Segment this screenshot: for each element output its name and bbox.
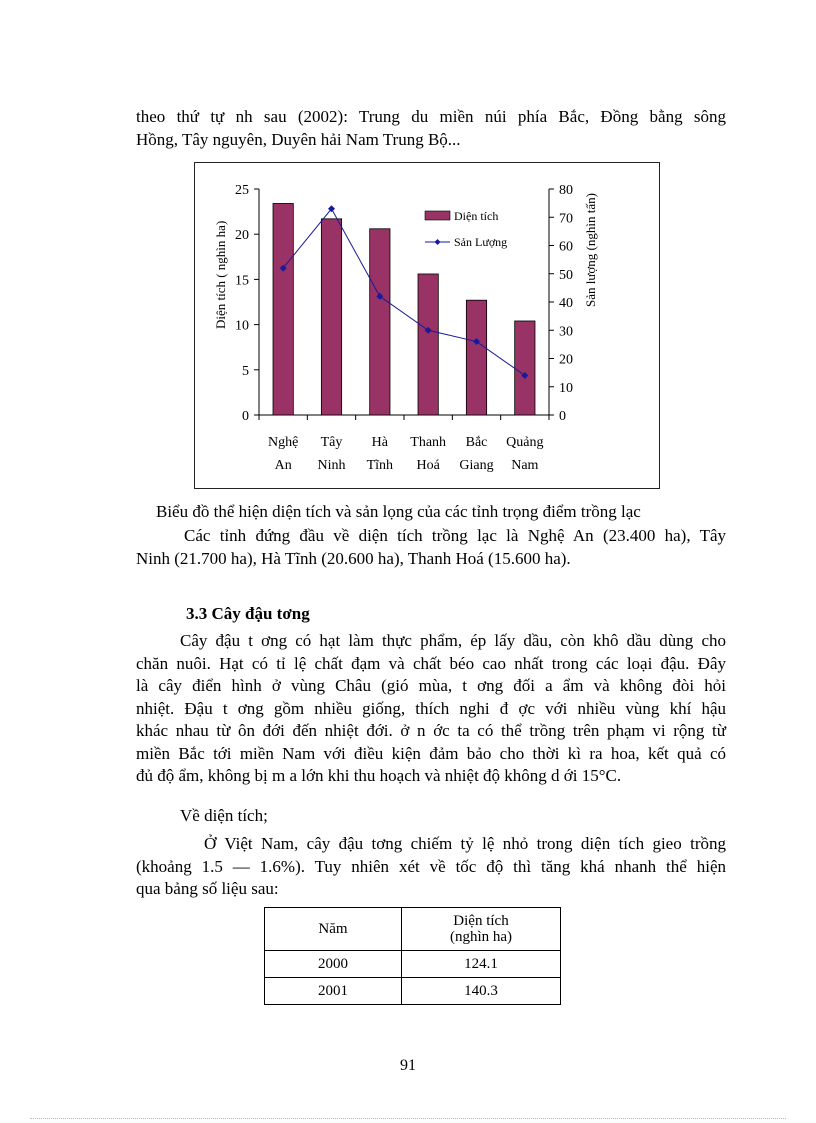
intro-line-2: Hồng, Tây nguyên, Duyên hải Nam Trung Bộ... [136, 129, 461, 149]
category-label: Tĩnh [366, 458, 394, 473]
right-axis-title: Sản lượng (nghìn tấn) [583, 193, 598, 307]
header-area-line-1: Diện tích [453, 913, 509, 929]
right-tick-label: 20 [559, 352, 573, 368]
row-year: 2001 [265, 978, 402, 1005]
body-line-4: nhiệt. Đậu t ơng gồm nhiều giống, thích nghi đ ợc với nhiều vùng khí hậu [136, 698, 726, 718]
chart-caption: Biểu đồ thể hiện diện tích và sản lọng của các tỉnh trọng điểm trồng lạc [156, 502, 641, 521]
category-label: Thanh [410, 435, 447, 450]
right-tick-label: 0 [559, 409, 566, 424]
left-axis-title: Diện tích ( nghìn ha) [213, 220, 228, 330]
legend-swatch-marker [435, 239, 441, 245]
legend-swatch-area [425, 211, 450, 220]
bar [321, 219, 341, 415]
row-year: 2000 [265, 951, 402, 978]
left-tick-label: 10 [235, 318, 249, 334]
section-title: 3.3 Cây đậu tơng [186, 604, 310, 623]
page-number: 91 [400, 1057, 416, 1074]
category-label: Nam [511, 458, 539, 473]
bar [466, 300, 486, 415]
body-line-1: Cây đậu t ơng có hạt làm thực phẩm, ép lấy dầu, còn khô dầu dùng cho [180, 631, 726, 650]
category-label: Nghệ [268, 435, 299, 450]
soybean-paragraph [136, 630, 726, 788]
right-tick-label: 50 [559, 267, 573, 283]
table-row [265, 978, 561, 1005]
right-tick-label: 80 [559, 183, 573, 198]
after-chart-paragraph [136, 525, 726, 570]
category-label: Hoá [416, 458, 440, 473]
right-tick-label: 60 [559, 239, 573, 255]
after-chart-line-2: Ninh (21.700 ha), Hà Tĩnh (20.600 ha), Thanh Hoá (15.600 ha). [136, 548, 571, 568]
left-tick-label: 5 [242, 363, 249, 379]
right-tick-label: 30 [559, 324, 573, 340]
page-bottom-divider [30, 1118, 786, 1119]
bar [370, 229, 390, 415]
category-label: Quảng [506, 435, 544, 450]
category-label: An [274, 458, 292, 473]
category-label: Ninh [317, 458, 346, 473]
category-label: Giang [459, 458, 494, 473]
vietnam-paragraph [136, 833, 726, 901]
intro-line-1: theo thứ tự nh sau (2002): Trung du miền núi phía Bắc, Đồng bằng sông [136, 107, 726, 126]
after-chart-line-1: Các tỉnh đứng đầu về diện tích trồng lạc là Nghệ An (23.400 ha), Tây [184, 526, 726, 545]
bar [273, 203, 293, 415]
header-year: Năm [265, 908, 402, 951]
body-line-7: đủ độ ẩm, không bị m a lớn khi thu hoạch và nhiệt độ không d ới 15°C. [136, 766, 622, 785]
right-tick-label: 10 [559, 380, 573, 396]
body-line-6: miền Bắc tới miền Nam với điều kiện đảm bảo cho thời kì ra hoa, kết quả có [136, 743, 726, 763]
category-label: Tây [320, 435, 343, 450]
production-line [283, 209, 525, 376]
legend-label-area: Diện tích [454, 209, 499, 223]
chart-frame [194, 162, 660, 489]
category-label: Bắc [465, 435, 488, 450]
row-area: 140.3 [402, 978, 561, 1005]
left-tick-label: 15 [235, 273, 249, 289]
row-area: 124.1 [402, 951, 561, 978]
table-header-row [265, 908, 561, 951]
table-row [265, 951, 561, 978]
body-line-3: là cây điển hình ở vùng Châu (gió mùa, t ơng đối a ẩm và không đòi hỏi [136, 676, 726, 695]
area-heading: Về diện tích; [180, 806, 268, 825]
left-tick-label: 25 [235, 183, 249, 198]
header-area-line-2: (nghìn ha) [449, 929, 513, 945]
category-label: Hà [371, 435, 388, 450]
combo-chart [195, 163, 659, 488]
header-area [402, 908, 561, 951]
bar [418, 274, 438, 415]
intro-paragraph [136, 106, 726, 151]
left-tick-label: 20 [235, 228, 249, 244]
left-tick-label: 0 [242, 409, 249, 424]
right-tick-label: 40 [559, 296, 573, 311]
body-line-2: chăn nuôi. Hạt có tỉ lệ chất đạm và chất béo cao nhất trong các loại đậu. Đây [136, 653, 726, 673]
legend-label-production: Sản Lượng [454, 235, 508, 249]
soybean-area-table [264, 907, 561, 1005]
vn-line-1: Ở Việt Nam, cây đậu tơng chiếm tỷ lệ nhỏ trong diện tích gieo trồng [204, 834, 726, 853]
bar [515, 321, 535, 415]
right-tick-label: 70 [559, 211, 573, 227]
vn-line-2: (khoảng 1.5 — 1.6%). Tuy nhiên xét về tốc độ thì tăng khá nhanh thể hiện [136, 856, 726, 876]
vn-line-3: qua bảng số liệu sau: [136, 879, 279, 898]
body-line-5: khác nhau từ ôn đới đến nhiệt đới. ở n ớc ta có thể trồng trên phạm vi rộng từ [136, 721, 726, 740]
